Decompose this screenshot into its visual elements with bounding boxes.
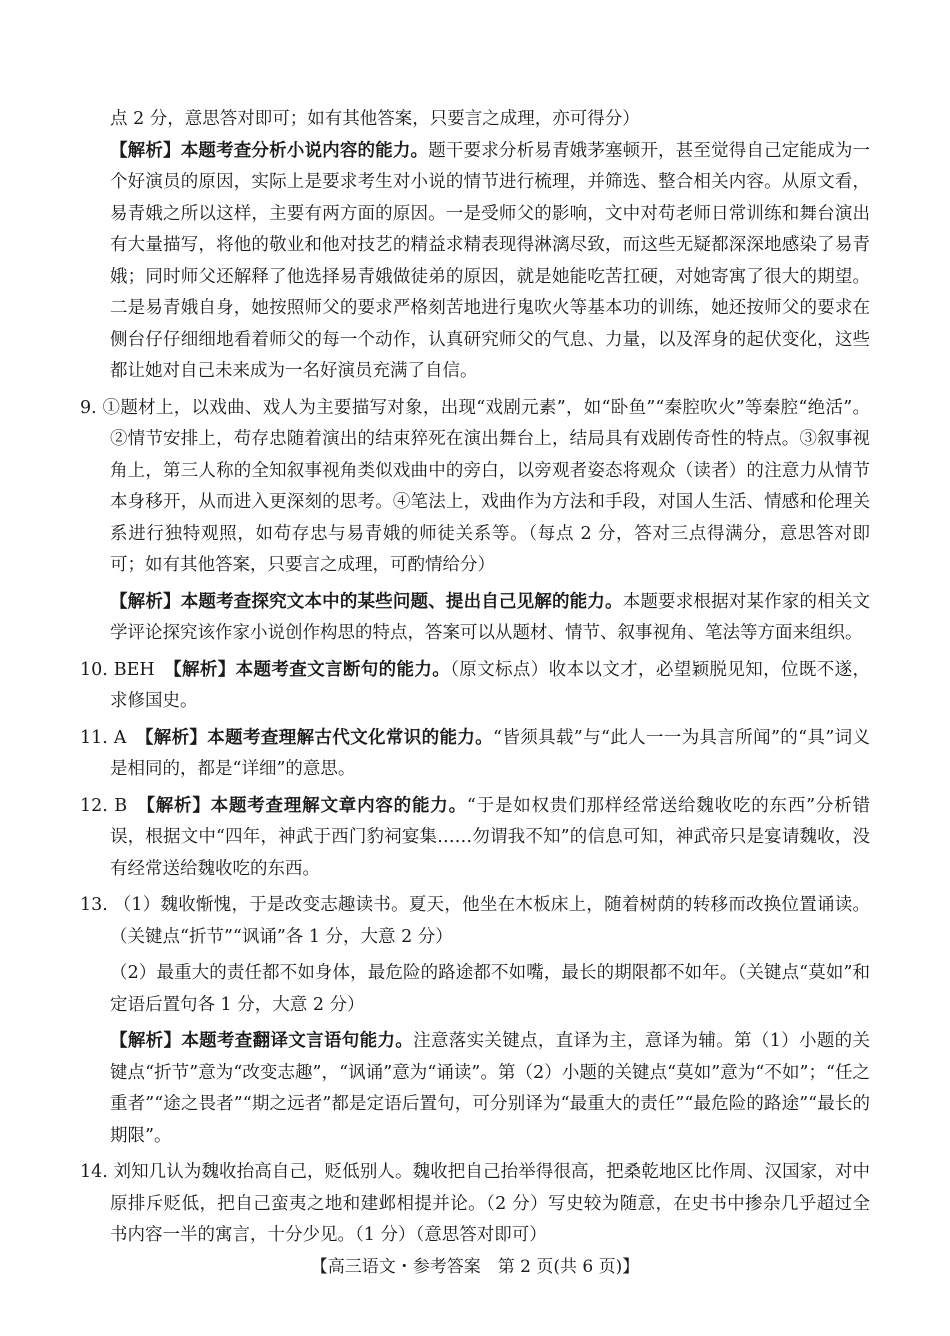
answer-key: 10. BEH — [80, 659, 173, 680]
answer-key: 12. B — [80, 795, 147, 816]
analysis-8 — [80, 136, 870, 388]
paragraph-text: “皆须具载”与“此人一一为具言所闻”的“具”词义是相同的，都是“详细”的意思。 — [110, 727, 870, 779]
analysis-label: 【解析】本题考查翻译文言语句能力。 — [110, 1031, 414, 1051]
paragraph-text: 本题要求根据对某作家的相关文学评论探究该作家小说创作构思的特点，答案可以从题材、情节、叙事视角、笔法等方面来组织。 — [110, 591, 871, 643]
answer-9 — [80, 393, 870, 582]
answer-13-part2 — [80, 958, 870, 1021]
paragraph-text: （原文标点）收本以文才，必望颖脱见知，位既不遂，求修国史。 — [110, 659, 871, 711]
analysis-label: 【解析】本题考查探究文本中的某些问题、提出自己见解的能力。 — [110, 591, 623, 612]
analysis-label: 【解析】本题考查理解古代文化常识的能力。 — [144, 727, 494, 748]
answer-content — [80, 104, 870, 1252]
paragraph-text: 点 2 分，意思答对即可；如有其他答案，只要言之成理，亦可得分） — [110, 109, 640, 129]
analysis-label: 【解析】本题考查分析小说内容的能力。 — [110, 140, 429, 161]
answer-key: 11. A — [80, 727, 145, 748]
analysis-label: 【解析】本题考查理解文章内容的能力。 — [146, 795, 467, 816]
paragraph-text: “于是如权贵们那样经常送给魏收吃的东西”分析错误，根据文中“四年，神武于西门豹祠宴集……勿谓我不知”的信息可知，神武帝只是宴请魏收，没有经常送给魏收吃的东西。 — [110, 795, 870, 879]
answer-11 — [80, 723, 870, 786]
analysis-13 — [80, 1026, 870, 1152]
paragraph-text: 13. （1）魏收惭愧，于是改变志趣读书。夏天，他坐在木板床上，随着树荫的转移而改换位置诵读。（关键点“折节”“讽诵”各 1 分，大意 2 分） — [80, 895, 870, 947]
answer-14 — [80, 1157, 870, 1252]
paragraph-text: 题干要求分析易青娥茅塞顿开，甚至觉得自己定能成为一个好演员的原因，实际上是要求考生对小说的情节进行梳理，并筛选、整合相关内容。从原文看，易青娥之所以这样，主要有两方面的原因。一是受师父的影响，文中对苟老师日常训练和舞台演出有大量描写，将他的敬业和他对技艺的精益求精表现得淋漓尽致，而这些无疑都深深地感染了易青娥；同时师父还解释了他选择易青娥做徒弟的原因，就是她能吃苦扛硬，对她寄寓了很大的期望。二是易青娥自身，她按照师父的要求严格刻苦地进行鬼吹火等基本功的训练，她还按师父的要求在侧台仔仔细细地看着师父的每一个动作，认真研究师父的气息、力量，以及浑身的起伏变化，这些都让她对自己未来成为一名好演员充满了自信。 — [110, 140, 871, 381]
paragraph-text: 9. ①题材上，以戏曲、戏人为主要描写对象，出现“戏剧元素”，如“卧鱼”“秦腔吹火”等秦腔“绝活”。②情节安排上，苟存忠随着演出的结束猝死在演出舞台上，结局具有戏剧传奇性的特点。③叙事视角上，第三人称的全知叙事视角类似戏曲中的旁白，以旁观者姿态将观众（读者）的注意力从情节本身移开，从而进入更深刻的思考。④笔法上，戏曲作为方法和手段，对国人生活、情感和伦理关系进行独特观照，如苟存忠与易青娥的师徒关系等。（每点 2 分，答对三点得满分，意思答对即可；如有其他答案，只要言之成理，可酌情给分） — [80, 397, 870, 575]
paragraph-text: 14. 刘知几认为魏收抬高自己，贬低别人。魏收把自己抬举得很高，把桑乾地区比作周、汉国家，对中原排斥贬低，把自己蛮夷之地和建邺相提并论。（2 分）写史较为随意，在史书中掺杂几乎超过全书内容一半的寓言，十分少见。（1 分）（意思答对即可） — [80, 1162, 870, 1245]
answer-10 — [80, 655, 870, 718]
answer-8-tail — [80, 104, 870, 136]
paragraph-text: （2）最重大的责任都不如身体，最危险的路途都不如嘴，最长的期限都不如年。（关键点“莫如”和定语后置句各 1 分，大意 2 分） — [110, 963, 870, 1015]
answer-12 — [80, 791, 870, 886]
page-footer: 【高三语文・参考答案 第 2 页(共 6 页)】 — [310, 1257, 640, 1277]
analysis-label: 【解析】本题考查文言断句的能力。 — [172, 659, 451, 680]
analysis-9 — [80, 587, 870, 650]
answer-13-part1 — [80, 890, 870, 953]
paragraph-text: 注意落实关键点，直译为主，意译为辅。第（1）小题的关键点“折节”意为“改变志趣”，“讽诵”意为“诵读”。第（2）小题的关键点“莫如”意为“不如”；“任之重者”“途之畏者”“期之远者”都是定语后置句，可分别译为“最重大的责任”“最危险的路途”“最长的期限”。 — [110, 1031, 870, 1146]
